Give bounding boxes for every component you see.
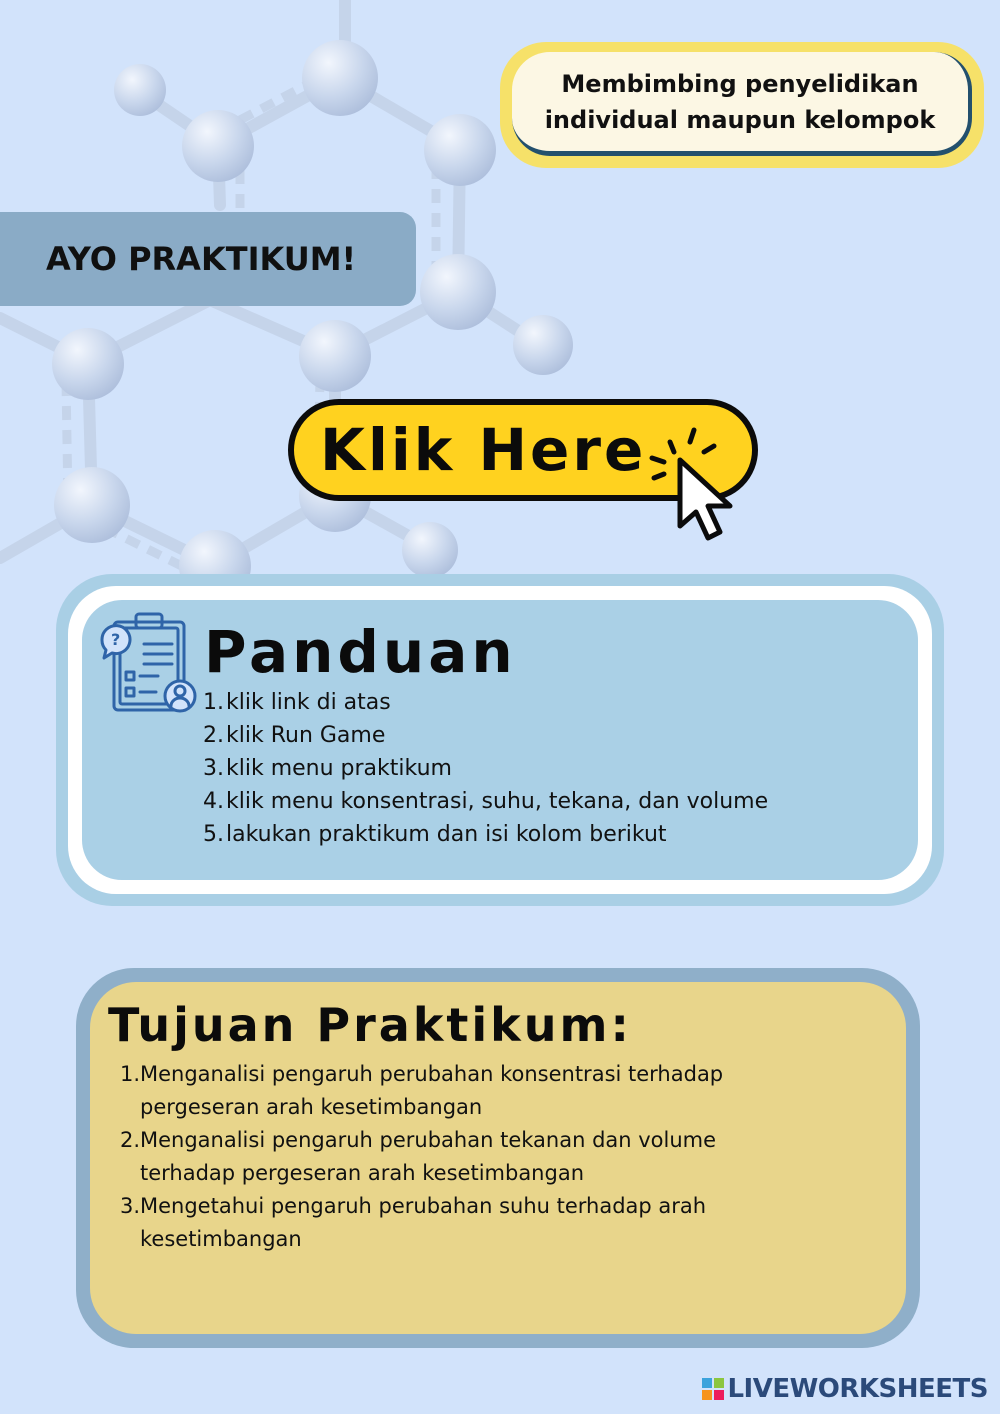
- list-item: 5.lakukan praktikum dan isi kolom berikut: [203, 822, 667, 847]
- panduan-steps-list: [202, 686, 768, 851]
- list-item: 4.klik menu konsentrasi, suhu, tekana, dan volume: [203, 789, 769, 814]
- objective-note-card: [500, 42, 984, 168]
- liveworksheets-brand-text: LIVEWORKSHEETS: [727, 1374, 988, 1404]
- objective-note-inner: [512, 52, 972, 156]
- list-item: 3. Mengetahui pengaruh perubahan suhu terhadap arah kesetimbangan: [119, 1194, 707, 1251]
- objective-note-text: Membimbing penyelidikan individual maupun kelompok: [544, 69, 936, 134]
- list-item: 2.klik Run Game: [203, 723, 386, 748]
- tujuan-goals-list: [114, 1058, 754, 1256]
- list-item: 3.klik menu praktikum: [203, 756, 452, 781]
- section-heading-label: AYO PRAKTIKUM!: [46, 240, 357, 278]
- liveworksheets-logo[interactable]: [701, 1374, 988, 1404]
- list-item: 1. Menganalisi pengaruh perubahan konsentrasi terhadap pergeseran arah kesetimbangan: [119, 1062, 724, 1119]
- klik-here-label: Klik Here: [320, 416, 647, 484]
- tujuan-title: Tujuan Praktikum:: [108, 998, 632, 1052]
- section-heading-tab: [0, 212, 416, 306]
- liveworksheets-logo-icon: [701, 1377, 725, 1401]
- clipboard-question-icon: [98, 610, 202, 718]
- panduan-title: Panduan: [204, 618, 517, 686]
- cursor-click-icon: [640, 418, 750, 542]
- svg-text:?: ?: [111, 630, 121, 649]
- list-item: 2. Menganalisi pengaruh perubahan tekanan dan volume terhadap pergeseran arah kesetimbangan: [119, 1128, 717, 1185]
- list-item: 1.klik link di atas: [203, 690, 391, 715]
